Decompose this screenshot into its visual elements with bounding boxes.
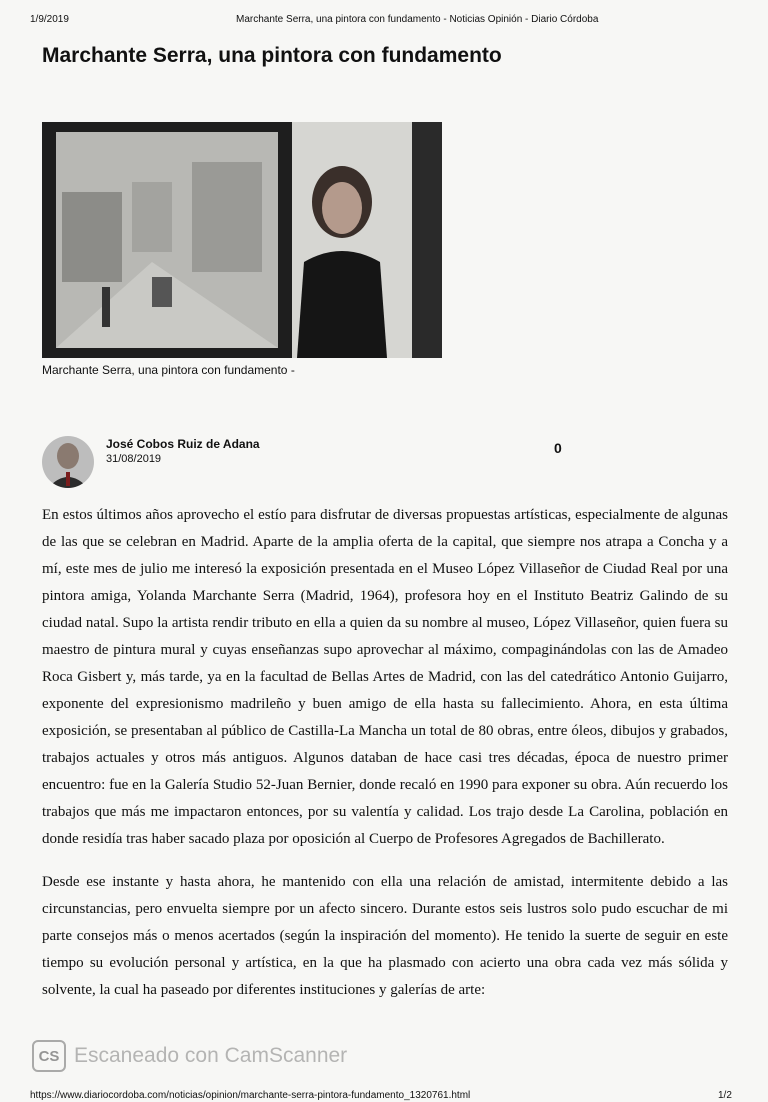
camscanner-logo-icon: CS (32, 1040, 66, 1072)
print-page-title: Marchante Serra, una pintora con fundamento - Noticias Opinión - Diario Córdoba (236, 14, 599, 25)
print-date: 1/9/2019 (30, 14, 69, 25)
author-name[interactable]: José Cobos Ruiz de Adana (106, 437, 260, 451)
publish-date: 31/08/2019 (106, 453, 162, 465)
photo-caption: Marchante Serra, una pintora con fundamento - (42, 363, 295, 377)
scanner-watermark (32, 1040, 347, 1072)
article-title: Marchante Serra, una pintora con fundamento (42, 44, 502, 67)
article-paragraph: En estos últimos años aprovecho el estío para disfrutar de diversas propuestas artísticas, especialmente de algunas de las que se celebran en Madrid. Aparte de la amplia oferta de la capital, que siempre nos atrapa a Concha y a mí, este mes de julio me interesó la exposición presentada en el Museo López Villaseñor de Ciudad Real por una pintora amiga, Yolanda Marchante Serra (Madrid, 1964), profesora hoy en el Instituto Beatriz Galindo de su ciudad natal. Supo la artista rendir tributo en ella a quien da su nombre al museo, López Villaseñor, quien fuera su maestro de pintura mural y cuyas enseñanzas supo aprovechar al máximo, compaginándolas con las de Amadeo Roca Gisbert y, más tarde, ya en la facultad de Bellas Artes de Madrid, con las del catedrático Antonio Guijarro, exponente del expresionismo madrileño y buen amigo de ella hasta su fallecimiento. Ahora, en esta última exposición, se presentaban al público de Castilla-La Mancha un total de 80 obras, entre óleos, dibujos y grabados, trabajos actuales y otros más antiguos. Algunos databan de hace casi tres décadas, época de nuestro primer encuentro: fue en la Galería Studio 52-Juan Bernier, donde recaló en 1990 para exponer su obra. Aún recuerdo los trabajos que más me impactaron entonces, por su valentía y calidad. Los trajo desde La Carolina, población en donde residía tras haber sacado plaza por oposición al Cuerpo de Profesores Agregados de Bachillerato. (42, 507, 728, 847)
print-page-number: 1/2 (718, 1090, 732, 1101)
comment-count[interactable]: 0 (554, 440, 562, 456)
author-avatar (42, 436, 94, 488)
article-body (42, 502, 728, 1020)
print-url: https://www.diariocordoba.com/noticias/opinion/marchante-serra-pintora-fundamento_1320761.html (30, 1090, 471, 1101)
watermark-text: Escaneado con CamScanner (74, 1044, 348, 1067)
article-paragraph: Desde ese instante y hasta ahora, he mantenido con ella una relación de amistad, intermitente debido a las circunstancias, pero envuelta siempre por un afecto sincero. Durante estos seis lustros solo pudo escuchar de mi parte consejos más o menos acertados (según la inspiración del momento). He tenido la suerte de seguir en este tiempo su evolución personal y artística, en la que ha plasmado con acierto una obra cada vez más sólida y solvente, la cual ha paseado por diferentes instituciones y galerías de arte: (42, 874, 728, 998)
article-photo (42, 122, 442, 358)
